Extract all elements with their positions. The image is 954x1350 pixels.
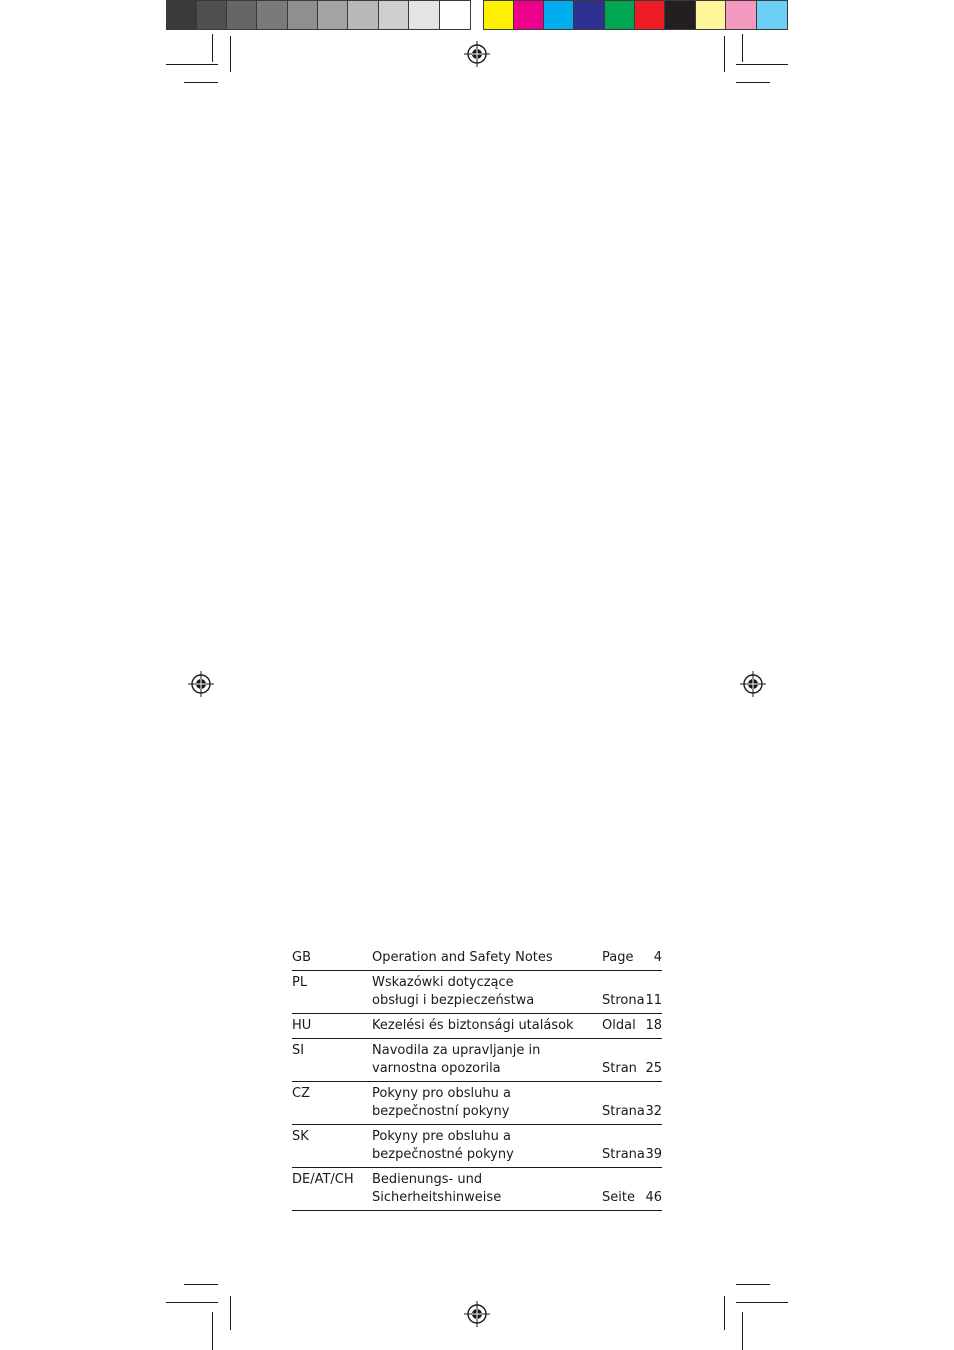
toc-language-code: CZ: [292, 1086, 310, 1101]
toc-section-title: Operation and Safety Notes: [372, 950, 553, 965]
color-swatch: [514, 0, 544, 30]
crop-mark: [736, 64, 788, 65]
gray-swatch: [288, 0, 318, 30]
toc-section-title: Pokyny pre obsluhu a bezpečnostné pokyny: [372, 1129, 514, 1162]
crop-mark: [736, 1302, 788, 1303]
toc-language-code: HU: [292, 1018, 312, 1033]
toc-page-label: Strana: [602, 1104, 645, 1119]
color-swatch: [696, 0, 726, 30]
toc-page-number: 4: [653, 950, 662, 965]
toc-page-label: Stran: [602, 1061, 637, 1076]
toc-page-number: 18: [645, 1018, 662, 1033]
toc-page-label: Seite: [602, 1190, 635, 1205]
gray-swatch: [166, 0, 197, 30]
registration-mark-icon: [740, 671, 766, 697]
toc-row-sk[interactable]: [292, 1125, 662, 1168]
toc-section-title: Navodila za upravljanje in varnostna opozorila: [372, 1043, 541, 1076]
toc-page-ref: [602, 1189, 662, 1207]
color-swatch: [635, 0, 665, 30]
toc-language-code: PL: [292, 975, 308, 990]
crop-mark: [736, 1284, 770, 1285]
toc-section-title: Bedienungs- und Sicherheitshinweise: [372, 1172, 502, 1205]
toc-section-title: Kezelési és biztonsági utalások: [372, 1018, 574, 1033]
toc-page-label: Strona: [602, 993, 645, 1008]
toc-row-cz[interactable]: [292, 1082, 662, 1125]
toc-page-number: 11: [645, 993, 662, 1008]
registration-mark-icon: [188, 671, 214, 697]
table-of-contents: [292, 946, 662, 1211]
toc-language-code: SI: [292, 1043, 305, 1058]
crop-mark: [230, 1296, 231, 1330]
crop-mark: [724, 1296, 725, 1330]
toc-row-hu[interactable]: [292, 1014, 662, 1039]
color-swatch: [757, 0, 788, 30]
toc-page-number: 25: [645, 1061, 662, 1076]
toc-page-number: 46: [645, 1190, 662, 1205]
color-swatch: [544, 0, 574, 30]
toc-row-gb[interactable]: [292, 946, 662, 971]
registration-mark-icon: [464, 41, 490, 67]
crop-mark: [736, 82, 770, 83]
color-swatch: [726, 0, 757, 30]
crop-mark: [184, 1284, 218, 1285]
toc-section-title: Wskazówki dotyczące obsługi i bezpieczeństwa: [372, 975, 535, 1008]
gray-swatch: [227, 0, 257, 30]
toc-row-pl[interactable]: [292, 971, 662, 1014]
toc-language-code: DE/AT/CH: [292, 1172, 354, 1187]
toc-page-label: Oldal: [602, 1018, 636, 1033]
toc-page-ref: [602, 949, 662, 967]
toc-page-number: 32: [645, 1104, 662, 1119]
gray-swatch: [409, 0, 440, 30]
crop-mark: [742, 34, 743, 62]
color-swatch: [574, 0, 605, 30]
gray-swatch: [348, 0, 379, 30]
color-swatch: [483, 0, 514, 30]
toc-page-number: 39: [645, 1147, 662, 1162]
toc-page-ref: [602, 1146, 662, 1164]
crop-mark: [742, 1312, 743, 1350]
gray-swatch: [197, 0, 227, 30]
gray-swatch: [318, 0, 348, 30]
crop-mark: [724, 36, 725, 72]
toc-row-si[interactable]: [292, 1039, 662, 1082]
toc-page-label: Page: [602, 950, 634, 965]
registration-mark-icon: [464, 1301, 490, 1327]
crop-mark: [212, 34, 213, 62]
toc-row-de-at-ch[interactable]: [292, 1168, 662, 1211]
toc-section-title: Pokyny pro obsluhu a bezpečnostní pokyny: [372, 1086, 511, 1119]
color-calibration-bar: [166, 0, 788, 32]
swatch-gap: [471, 0, 483, 32]
gray-swatch: [257, 0, 288, 30]
toc-language-code: GB: [292, 950, 311, 965]
toc-page-ref: [602, 1103, 662, 1121]
crop-mark: [184, 82, 218, 83]
toc-page-label: Strana: [602, 1147, 645, 1162]
toc-language-code: SK: [292, 1129, 309, 1144]
toc-page-ref: [602, 1017, 662, 1035]
color-swatch: [665, 0, 696, 30]
color-swatch: [605, 0, 635, 30]
crop-mark: [212, 1312, 213, 1350]
crop-mark: [166, 1302, 218, 1303]
gray-swatch: [440, 0, 471, 30]
toc-page-ref: [602, 1060, 662, 1078]
gray-swatch: [379, 0, 409, 30]
crop-mark: [230, 36, 231, 72]
crop-mark: [166, 64, 218, 65]
toc-page-ref: [602, 992, 662, 1010]
